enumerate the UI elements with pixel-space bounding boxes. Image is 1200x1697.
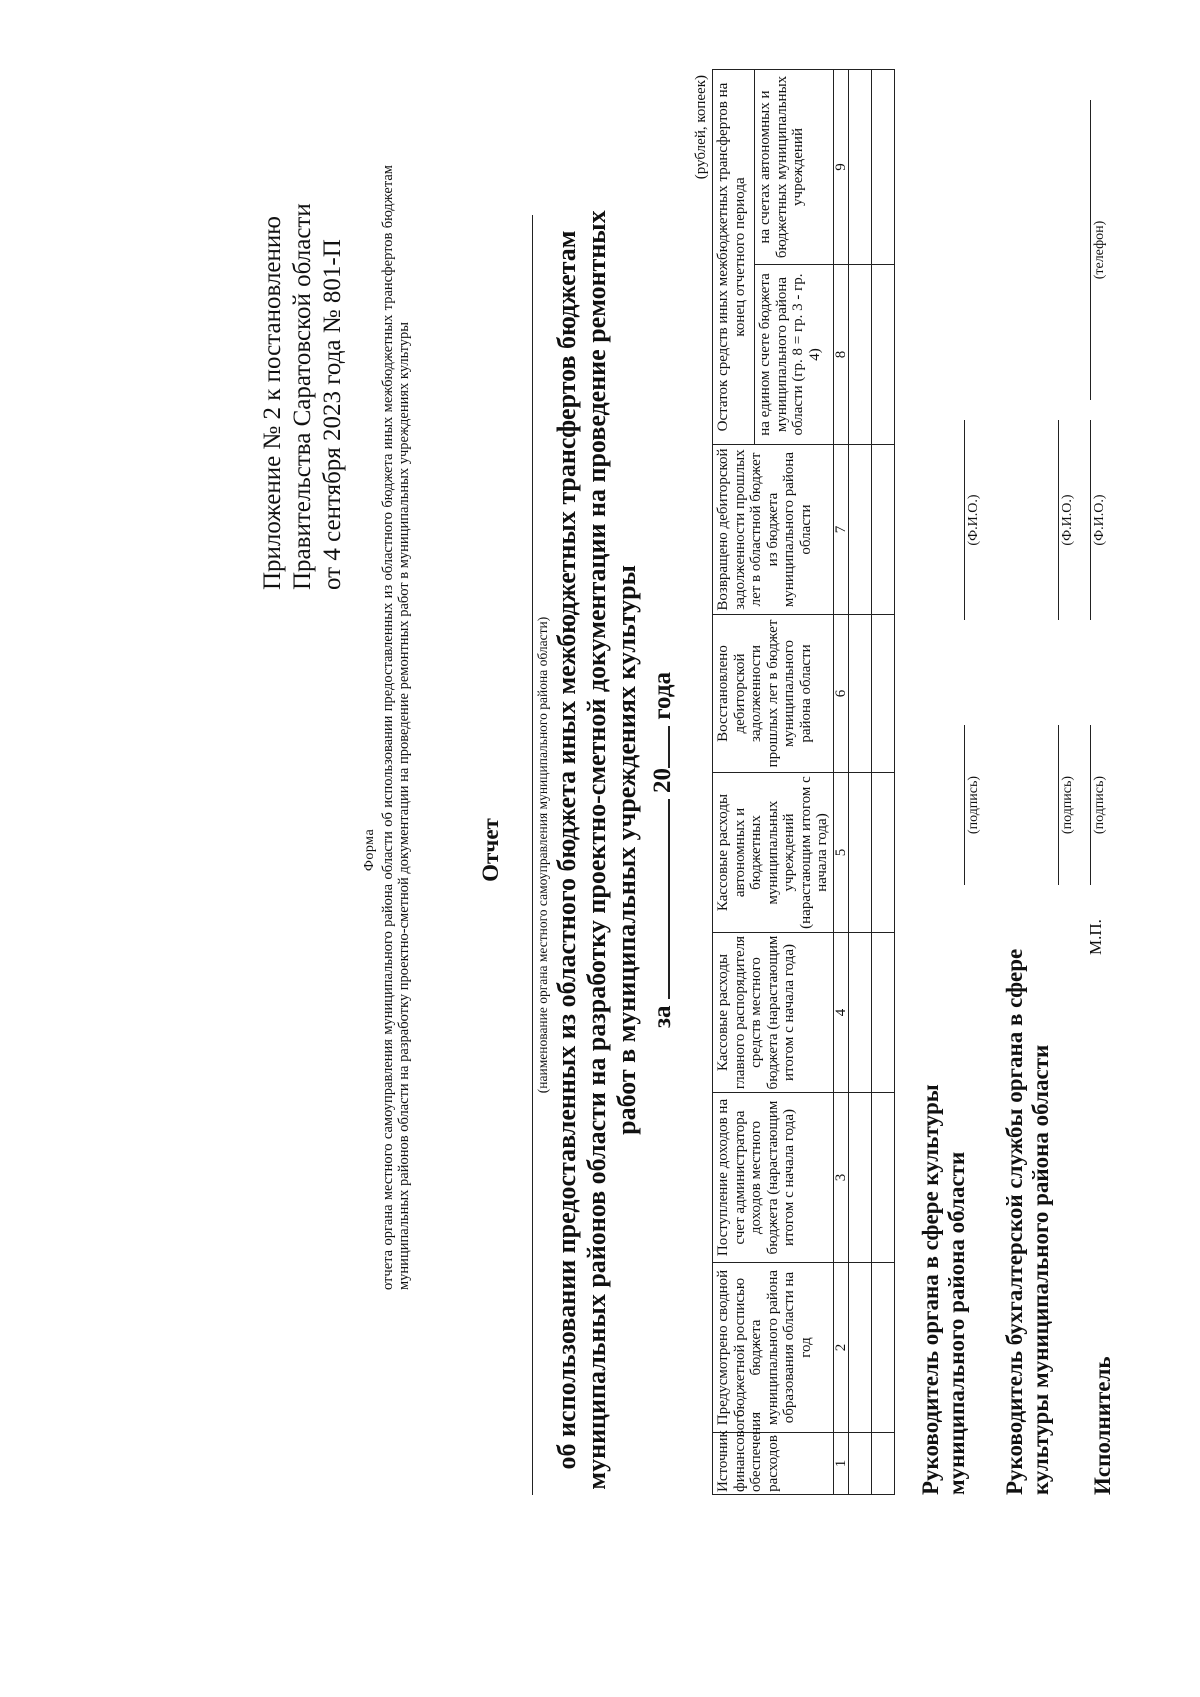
table-row-empty	[848, 69, 871, 1494]
signature-caption: (подпись)	[1060, 775, 1075, 835]
signature-caption: (подпись)	[1092, 775, 1107, 835]
report-table	[712, 69, 895, 1495]
report-period	[646, 80, 677, 1620]
signature-line[interactable]	[1058, 725, 1059, 885]
table-cell[interactable]	[871, 265, 894, 445]
col-header-income: Поступление доходов на счет администратора доходов местного бюджета (нарастающим итогом с начала года)	[713, 1093, 834, 1263]
form-subtitle: отчета органа местного самоуправления муниципального района области об использовании предоставленных из областного бюджета иных межбюджетных трансфертов бюджетам муниципальных районов области на разработку проектно-сметной документации на проведение ремонтных работ в муниципальных учреждениях культуры	[380, 165, 412, 1290]
head-accounting-label: Руководитель бухгалтерской службы органа в сфере культуры муниципального района области	[1002, 948, 1053, 1495]
report-heading: об использовании предоставленных из областного бюджета иных межбюджетных трансфертов бюджетам муниципальных районов области на разработку проектно-сметной документации на проведение ремонтных работ в муниципальных учреждениях культуры	[552, 210, 641, 1490]
period-suffix: года	[649, 672, 676, 720]
head-culture-label: Руководитель органа в сфере культуры муниципального района области	[918, 1084, 969, 1495]
report-title: Отчет	[478, 818, 503, 882]
table-cell[interactable]	[871, 1093, 894, 1263]
units-label: (рублей, копеек)	[693, 75, 709, 180]
signature-line[interactable]	[1090, 725, 1091, 885]
signature-line[interactable]	[964, 725, 965, 885]
table-cell[interactable]	[848, 265, 871, 445]
org-name-caption: (наименование органа местного самоуправления муниципального района области)	[535, 616, 550, 1094]
col-header-institution-accounts: на счетах автономных и бюджетных муниципальных учреждений	[755, 69, 834, 264]
col-header-single-account: на едином счете бюджета муниципального района области (гр. 8 = гр. 3 - гр. 4)	[755, 265, 834, 445]
table-cell[interactable]	[871, 773, 894, 933]
fio-line[interactable]	[1058, 420, 1059, 620]
col-header-cash-main: Кассовые расходы главного распорядителя средств местного бюджета (нарастающим итогом с начала года)	[713, 933, 834, 1093]
table-cell[interactable]	[848, 615, 871, 773]
column-number-row	[833, 69, 848, 1494]
executor-label: Исполнитель	[1090, 1356, 1115, 1495]
period-year: 20	[649, 767, 676, 793]
appendix-line-3: от 4 сентября 2023 года № 801-П	[319, 239, 346, 590]
period-blank	[646, 799, 670, 999]
stamp-placeholder: М.П.	[1086, 919, 1105, 955]
col-header-planned: Предусмотрено сводной бюджетной росписью бюджета муниципального района образования области на год	[713, 1263, 834, 1433]
table-cell[interactable]	[871, 1433, 894, 1495]
phone-caption: (телефон)	[1092, 220, 1107, 280]
period-prefix: за	[649, 1005, 676, 1028]
table-cell[interactable]	[848, 445, 871, 615]
col-header-cash-institutions: Кассовые расходы автономных и бюджетных муниципальных учреждений (нарастающим итогом с начала года)	[713, 773, 834, 933]
col-number: 1	[833, 1433, 848, 1495]
appendix-line-1: Приложение № 2 к постановлению	[259, 216, 286, 590]
table-cell[interactable]	[848, 773, 871, 933]
fio-caption: (Ф.И.О.)	[1060, 494, 1075, 546]
appendix-line-2: Правительства Саратовской области	[289, 203, 316, 590]
col-number: 8	[833, 265, 848, 445]
table-cell[interactable]	[848, 1093, 871, 1263]
fio-line[interactable]	[964, 420, 965, 620]
table-cell[interactable]	[848, 1433, 871, 1495]
col-number: 9	[833, 69, 848, 264]
table-row-empty	[871, 69, 894, 1494]
form-label: Форма	[362, 828, 377, 872]
col-header-returned-debt: Возвращено дебиторской задолженности прошлых лет в областной бюджет из бюджета муниципального района области	[713, 445, 834, 615]
col-header-restored-debt: Восстановлено дебиторской задолженности прошлых лет в бюджет муниципального района области	[713, 615, 834, 773]
table-cell[interactable]	[871, 615, 894, 773]
fio-caption: (Ф.И.О.)	[966, 494, 981, 546]
table-cell[interactable]	[871, 69, 894, 264]
fio-line[interactable]	[1090, 420, 1091, 620]
col-number: 7	[833, 445, 848, 615]
table-cell[interactable]	[848, 69, 871, 264]
col-header-remaining-group: Остаток средств иных межбюджетных трансфертов на конец отчетного периода	[713, 69, 755, 444]
col-number: 5	[833, 773, 848, 933]
signature-caption: (подпись)	[966, 775, 981, 835]
table-cell[interactable]	[871, 1263, 894, 1433]
fio-caption: (Ф.И.О.)	[1092, 494, 1107, 546]
col-number: 2	[833, 1263, 848, 1433]
table-cell[interactable]	[848, 933, 871, 1093]
year-blank	[646, 726, 670, 768]
table-cell[interactable]	[848, 1263, 871, 1433]
col-number: 3	[833, 1093, 848, 1263]
col-number: 6	[833, 615, 848, 773]
org-name-line	[532, 215, 533, 1495]
table-cell[interactable]	[871, 933, 894, 1093]
rotated-form-sheet	[80, 75, 1120, 1620]
phone-line[interactable]	[1090, 100, 1091, 400]
col-header-source: Источник финансового обеспечения расходов	[713, 1433, 834, 1495]
appendix-reference	[258, 110, 348, 590]
table-cell[interactable]	[871, 445, 894, 615]
col-number: 4	[833, 933, 848, 1093]
